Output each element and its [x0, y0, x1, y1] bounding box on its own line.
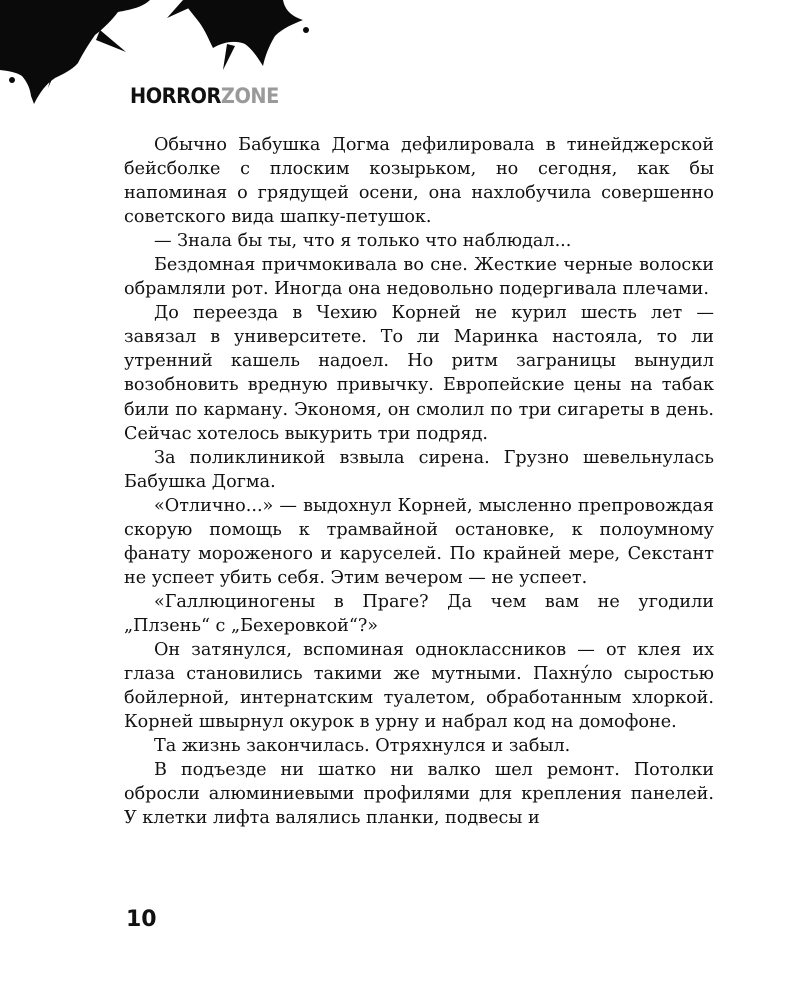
- paragraph: «Отлично...» — выдохнул Корней, мысленно препровождая скорую помощь к трамвайной остановке, к полоумному фанату мороженого и каруселей. По крайней мере, Секстант не успеет убить себя. Этим вечером — не успеет.: [124, 495, 714, 588]
- paragraph: Обычно Бабушка Догма дефилировала в тинейджерской бейсболке с плоским козырьком, но сегодня, как бы напоминая о грядущей осени, она нахлобучила совершенно советского вида шапку-петушок.: [124, 135, 714, 228]
- paragraph: За поликлиникой взвыла сирена. Грузно шевельнулась Бабушка Догма.: [124, 447, 714, 492]
- page-number: 10: [126, 907, 157, 932]
- ink-splatter-left-decoration: [0, 0, 150, 110]
- paragraph: — Знала бы ты, что я только что наблюдал...: [154, 231, 572, 252]
- body-text: [124, 133, 714, 830]
- series-logo: [130, 84, 279, 108]
- series-logo-zone: ZONE: [220, 84, 279, 108]
- ink-splatter-right-decoration: [165, 0, 310, 75]
- paragraph: До переезда в Чехию Корней не курил шесть лет — завязал в университете. То ли Маринка настояла, то ли утренний кашель надоел. Но ритм заграницы вынудил возобновить вредную привычку. Европейские цены на табак били по карману. Экономя, он смолил по три сигареты в день. Сейчас хотелось выкурить три подряд.: [124, 303, 714, 444]
- paragraph: Та жизнь закончилась. Отряхнулся и забыл.: [154, 736, 571, 757]
- paragraph: «Галлюциногены в Праге? Да чем вам не угодили „Плзень“ с „Бехеровкой“?»: [124, 591, 714, 636]
- paragraph: Бездомная причмокивала во сне. Жесткие черные волоски обрамляли рот. Иногда она недовольно подергивала плечами.: [124, 255, 714, 300]
- paragraph: Он затянулся, вспоминая одноклассников — от клея их глаза становились такими же мутными. Пахну́ло сыростью бойлерной, интернатским туалетом, обработанным хлоркой. Корней швырнул окурок в урну и набрал код на домофоне.: [124, 639, 714, 733]
- paragraph: В подъезде ни шатко ни валко шел ремонт. Потолки обросли алюминиевыми профилями для крепления панелей. У клетки лифта валялись планки, подвесы и: [124, 760, 714, 829]
- series-logo-horror: HORROR: [130, 84, 221, 108]
